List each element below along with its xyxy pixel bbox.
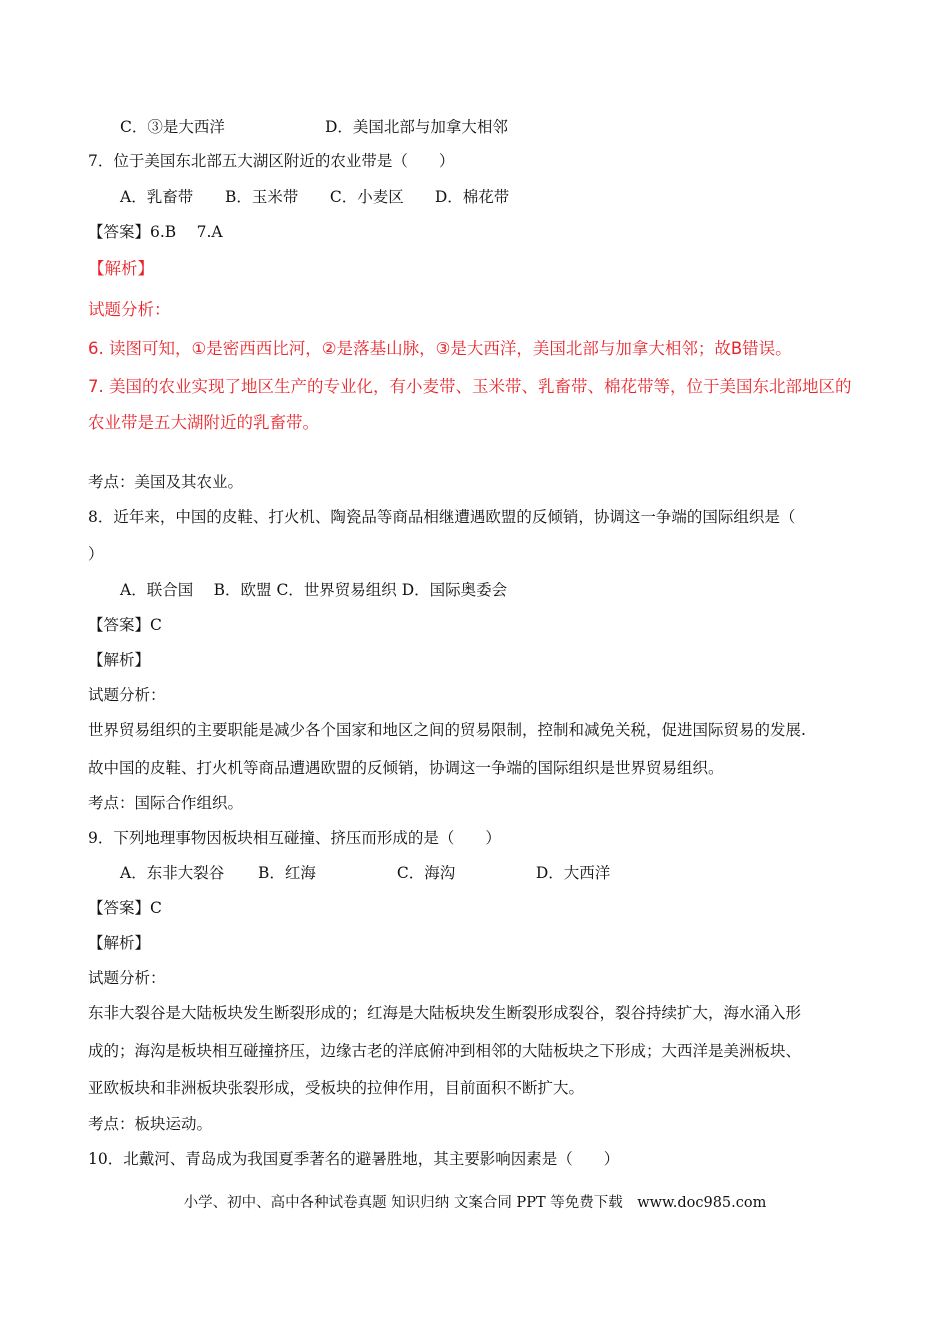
q8-analysis-sub: 试题分析： — [88, 686, 166, 704]
q9-option-b: B．红海 — [257, 864, 316, 882]
q9-analysis-sub: 试题分析： — [88, 969, 166, 987]
q9-point: 考点：板块运动。 — [88, 1115, 213, 1133]
q9-analysis-line2: 成的；海沟是板块相互碰撞挤压，边缘古老的洋底俯冲到相邻的大陆板块之下形成；大西洋是美洲板块、 — [88, 1042, 802, 1060]
q7-option-b: B．玉米带 — [224, 188, 299, 206]
page-footer: 小学、初中、高中各种试卷真题 知识归纳 文案合同 PPT 等免费下载 www.doc985.com — [183, 1195, 767, 1211]
q67-point: 考点：美国及其农业。 — [88, 473, 244, 491]
q8-stem-line2: ） — [88, 545, 104, 563]
q67-answer: 【答案】6.B 7.A — [88, 223, 223, 241]
q9-analysis-label: 【解析】 — [88, 934, 151, 952]
q67-analysis-line1: 6. 读图可知，①是密西西比河，②是落基山脉，③是大西洋，美国北部与加拿大相邻；故B错误。 — [88, 339, 792, 358]
q6-options-cd — [120, 116, 870, 138]
q9-answer: 【答案】C — [88, 899, 162, 917]
q7-option-d: D．棉花带 — [434, 188, 510, 206]
q67-analysis-label: 【解析】 — [88, 259, 154, 278]
q8-stem-line1: 8．近年来，中国的皮鞋、打火机、陶瓷品等商品相继遭遇欧盟的反倾销，协调这一争端的国际组织是（ — [88, 508, 796, 526]
q8-analysis-line1: 世界贸易组织的主要职能是减少各个国家和地区之间的贸易限制，控制和减免关税，促进国际贸易的发展. — [88, 721, 806, 739]
q6-option-c: C．③是大西洋 — [120, 118, 225, 136]
q67-analysis-sub: 试题分析： — [88, 300, 171, 319]
q9-options — [120, 862, 870, 884]
q8-analysis-line2: 故中国的皮鞋、打火机等商品遭遇欧盟的反倾销，协调这一争端的国际组织是世界贸易组织。 — [88, 759, 724, 777]
q8-answer: 【答案】C — [88, 616, 162, 634]
q7-option-a: A．乳畜带 — [120, 188, 194, 206]
q7-stem: 7．位于美国东北部五大湖区附近的农业带是（ ） — [88, 152, 455, 170]
q67-analysis-line3: 农业带是五大湖附近的乳畜带。 — [88, 413, 319, 432]
q9-option-a: A．东非大裂谷 — [120, 864, 225, 882]
q67-analysis-line2: 7. 美国的农业实现了地区生产的专业化，有小麦带、玉米带、乳畜带、棉花带等，位于美国东北部地区的 — [88, 377, 852, 396]
q9-option-d: D．大西洋 — [535, 864, 611, 882]
q6-option-d: D．美国北部与加拿大相邻 — [324, 118, 508, 136]
q9-option-c: C．海沟 — [396, 864, 456, 882]
q9-analysis-line1: 东非大裂谷是大陆板块发生断裂形成的；红海是大陆板块发生断裂形成裂谷，裂谷持续扩大，海水涌入形 — [88, 1004, 802, 1022]
q9-stem: 9．下列地理事物因板块相互碰撞、挤压而形成的是（ ） — [88, 829, 501, 847]
q10-stem: 10．北戴河、青岛成为我国夏季著名的避暑胜地，其主要影响因素是（ ） — [88, 1150, 620, 1168]
q7-option-c: C．小麦区 — [329, 188, 404, 206]
q8-analysis-label: 【解析】 — [88, 651, 151, 669]
q9-analysis-line3: 亚欧板块和非洲板块张裂形成，受板块的拉伸作用，目前面积不断扩大。 — [88, 1079, 585, 1097]
q7-options — [120, 186, 870, 208]
q8-point: 考点：国际合作组织。 — [88, 794, 244, 812]
q8-options: A．联合国 B．欧盟 C．世界贸易组织 D．国际奥委会 — [120, 581, 508, 599]
